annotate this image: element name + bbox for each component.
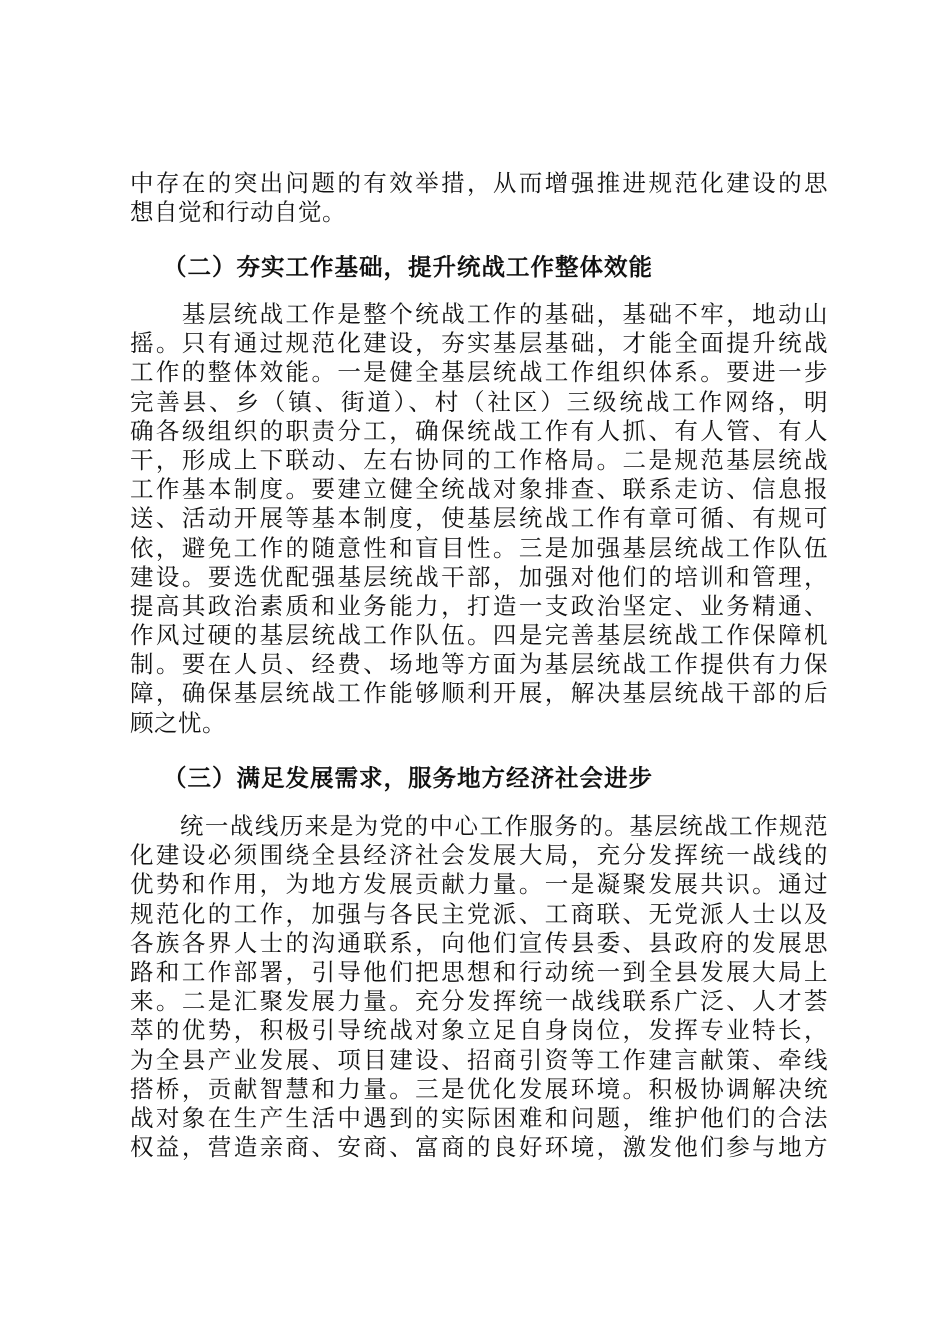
intro-paragraph [130, 169, 828, 227]
paragraph-line: 完善县、乡（镇、街道）、村（社区）三级统战工作网络，明 [130, 387, 828, 416]
section-3-heading: （三）满足发展需求，服务地方经济社会进步 [163, 764, 653, 792]
paragraph-line: 各族各界人士的沟通联系，向他们宣传县委、县政府的发展思 [130, 928, 828, 957]
paragraph-line: 统一战线历来是为党的中心工作服务的。基层统战工作规范 [130, 812, 828, 840]
section-2-paragraph [130, 300, 828, 738]
section-2-heading: （二）夯实工作基础，提升统战工作整体效能 [163, 253, 653, 281]
paragraph-line: 提高其政治素质和业务能力，打造一支政治坚定、业务精通、 [130, 591, 828, 620]
paragraph-line: 来。二是汇聚发展力量。充分发挥统一战线联系广泛、人才荟 [130, 987, 828, 1016]
paragraph-line: 依，避免工作的随意性和盲目性。三是加强基层统战工作队伍 [130, 533, 828, 562]
paragraph-line: 工作基本制度。要建立健全统战对象排查、联系走访、信息报 [130, 475, 828, 504]
paragraph-line: 路和工作部署，引导他们把思想和行动统一到全县发展大局上 [130, 957, 828, 986]
paragraph-line: 权益，营造亲商、安商、富商的良好环境，激发他们参与地方 [130, 1133, 828, 1162]
section-3-paragraph [130, 812, 828, 1162]
paragraph-line: 想自觉和行动自觉。 [130, 198, 346, 227]
paragraph-line: 顾之忧。 [130, 708, 226, 737]
paragraph-line: 确各级组织的职责分工，确保统战工作有人抓、有人管、有人 [130, 416, 828, 445]
paragraph-line: 化建设必须围绕全县经济社会发展大局，充分发挥统一战线的 [130, 841, 828, 870]
paragraph-line: 建设。要选优配强基层统战干部，加强对他们的培训和管理， [130, 562, 828, 591]
paragraph-line: 作风过硬的基层统战工作队伍。四是完善基层统战工作保障机 [130, 621, 828, 650]
paragraph-line: 干，形成上下联动、左右协同的工作格局。二是规范基层统战 [130, 445, 828, 474]
paragraph-line: 萃的优势，积极引导统战对象立足自身岗位，发挥专业特长， [130, 1016, 828, 1045]
paragraph-line: 摇。只有通过规范化建设，夯实基层基础，才能全面提升统战 [130, 329, 828, 358]
paragraph-line: 基层统战工作是整个统战工作的基础，基础不牢，地动山 [130, 300, 828, 328]
paragraph-line: 规范化的工作，加强与各民主党派、工商联、无党派人士以及 [130, 899, 828, 928]
paragraph-line: 制。要在人员、经费、场地等方面为基层统战工作提供有力保 [130, 650, 828, 679]
paragraph-line: 优势和作用，为地方发展贡献力量。一是凝聚发展共识。通过 [130, 870, 828, 899]
paragraph-line: 战对象在生产生活中遇到的实际困难和问题，维护他们的合法 [130, 1103, 828, 1132]
paragraph-line: 工作的整体效能。一是健全基层统战工作组织体系。要进一步 [130, 358, 828, 387]
paragraph-line: 障，确保基层统战工作能够顺利开展，解决基层统战干部的后 [130, 679, 828, 708]
paragraph-line: 为全县产业发展、项目建设、招商引资等工作建言献策、牵线 [130, 1045, 828, 1074]
paragraph-line: 送、活动开展等基本制度，使基层统战工作有章可循、有规可 [130, 504, 828, 533]
paragraph-line: 中存在的突出问题的有效举措，从而增强推进规范化建设的思 [130, 169, 828, 197]
paragraph-line: 搭桥，贡献智慧和力量。三是优化发展环境。积极协调解决统 [130, 1074, 828, 1103]
